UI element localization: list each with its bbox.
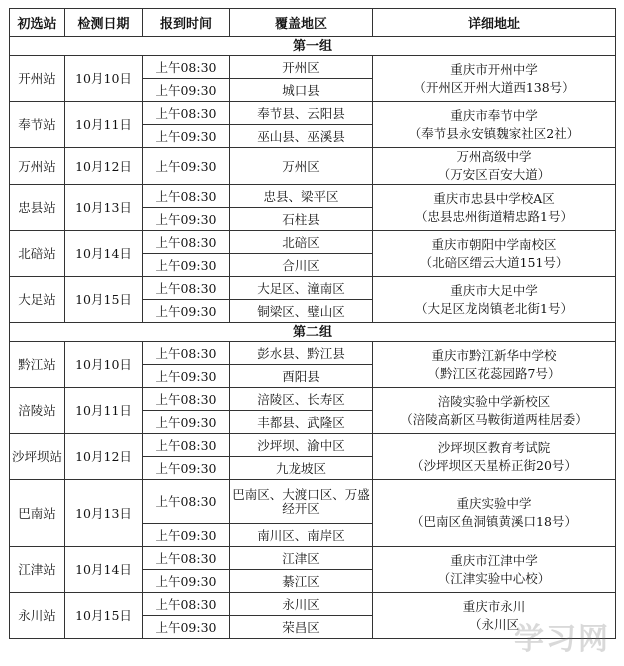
address-line: （江津实验中心校） [437,570,551,586]
address-line: 重庆市忠县中学校A区 [433,190,555,206]
table-row [10,593,616,616]
address-line: 沙坪坝区教育考试院 [437,439,551,455]
table-row [10,231,616,254]
watermark: 学习网 [514,622,610,657]
time-cell: 上午09:30 [143,524,230,547]
table-row [10,148,616,185]
address-line: 重庆市朝阳中学南校区 [431,236,557,252]
address-cell [373,342,616,388]
area-cell: 大足区、潼南区 [230,277,373,300]
table-row [10,342,616,365]
station-cell: 巴南站 [10,480,65,547]
area-cell: 永川区 [230,593,373,616]
address-cell [373,185,616,231]
address-line: （沙坪坝区天星桥正街20号） [411,457,577,473]
station-cell: 奉节站 [10,102,65,148]
station-cell: 大足站 [10,277,65,323]
station-cell: 涪陵站 [10,388,65,434]
group-2-row [10,323,616,342]
time-cell: 上午09:30 [143,616,230,639]
date-cell: 10月14日 [65,547,143,593]
time-cell: 上午08:30 [143,185,230,208]
date-cell: 10月13日 [65,480,143,547]
area-cell: 沙坪坝、渝中区 [230,434,373,457]
area-cell: 綦江区 [230,570,373,593]
time-cell: 上午08:30 [143,342,230,365]
header-station: 初选站 [10,9,65,37]
header-address: 详细地址 [373,9,616,37]
address-line: （忠县忠州街道精忠路1号） [415,208,573,224]
header-time: 报到时间 [143,9,230,37]
address-cell [373,480,616,547]
area-cell: 巴南区、大渡口区、万盛经开区 [230,480,373,524]
address-line: 万州高级中学 [456,149,532,164]
area-cell: 丰都县、武隆区 [230,411,373,434]
area-cell: 石柱县 [230,208,373,231]
station-cell: 北碚站 [10,231,65,277]
address-cell [373,277,616,323]
date-cell: 10月11日 [65,388,143,434]
table-row [10,277,616,300]
time-cell: 上午09:30 [143,570,230,593]
address-line: （万安区百安大道） [437,167,551,182]
date-cell: 10月15日 [65,277,143,323]
address-line: 涪陵实验中学新校区 [437,393,551,409]
station-cell: 万州站 [10,148,65,185]
time-cell: 上午08:30 [143,102,230,125]
table-row [10,547,616,570]
time-cell: 上午09:30 [143,457,230,480]
station-cell: 沙坪坝站 [10,434,65,480]
table-row [10,102,616,125]
area-cell: 奉节县、云阳县 [230,102,373,125]
date-cell: 10月11日 [65,102,143,148]
time-cell: 上午09:30 [143,79,230,102]
time-cell: 上午08:30 [143,231,230,254]
address-cell [373,547,616,593]
schedule-body [10,37,616,639]
area-cell: 荣昌区 [230,616,373,639]
address-cell [373,56,616,102]
address-cell [373,593,616,639]
area-cell: 北碚区 [230,231,373,254]
time-cell: 上午09:30 [143,300,230,323]
area-cell: 巫山县、巫溪县 [230,125,373,148]
time-cell: 上午08:30 [143,547,230,570]
header-area: 覆盖地区 [230,9,373,37]
time-cell: 上午09:30 [143,208,230,231]
address-line: （涪陵高新区马鞍街道两桂居委） [400,411,588,427]
area-cell: 铜梁区、璧山区 [230,300,373,323]
address-cell [373,148,616,185]
station-cell: 永川站 [10,593,65,639]
time-cell: 上午09:30 [143,254,230,277]
address-line: （永川区 [468,616,519,632]
address-line: 重庆市江津中学 [450,552,538,568]
group-1-row-title: 第一组 [10,37,616,56]
address-line: （开州区开州大道西138号） [413,79,575,95]
address-line: （大足区龙岗镇老北街1号） [415,300,573,316]
header-date: 检测日期 [65,9,143,37]
area-cell: 城口县 [230,79,373,102]
header-row [10,9,616,37]
time-cell: 上午08:30 [143,56,230,79]
address-line: 重庆市开州中学 [450,61,538,77]
address-cell [373,434,616,480]
station-cell: 开州站 [10,56,65,102]
time-cell: 上午09:30 [143,411,230,434]
station-cell: 忠县站 [10,185,65,231]
address-cell [373,231,616,277]
address-line: （北碚区缙云大道151号） [419,254,569,270]
schedule-table [9,8,616,639]
date-cell: 10月10日 [65,56,143,102]
area-cell: 酉阳县 [230,365,373,388]
table-row [10,388,616,411]
time-cell: 上午09:30 [143,125,230,148]
address-line: 重庆市奉节中学 [450,107,538,123]
table-row [10,480,616,524]
date-cell: 10月12日 [65,148,143,185]
date-cell: 10月14日 [65,231,143,277]
address-line: 重庆市黔江新华中学校 [431,347,557,363]
time-cell: 上午09:30 [143,148,230,185]
address-line: （巴南区鱼洞镇黄溪口18号） [411,514,577,529]
address-line: 重庆市永川 [462,598,526,614]
table-row [10,434,616,457]
time-cell: 上午08:30 [143,434,230,457]
station-cell: 江津站 [10,547,65,593]
area-cell: 九龙坡区 [230,457,373,480]
area-cell: 万州区 [230,148,373,185]
area-cell: 开州区 [230,56,373,79]
address-cell [373,388,616,434]
address-line: 重庆市大足中学 [450,282,538,298]
area-cell: 彭水县、黔江县 [230,342,373,365]
area-cell: 南川区、南岸区 [230,524,373,547]
area-cell: 涪陵区、长寿区 [230,388,373,411]
address-line: 重庆实验中学 [456,496,532,511]
address-line: （奉节县永安镇魏家社区2社） [408,125,580,141]
time-cell: 上午08:30 [143,277,230,300]
group-2-row-title: 第二组 [10,323,616,342]
date-cell: 10月15日 [65,593,143,639]
address-line: （黔江区花蕊园路7号） [427,365,561,381]
address-cell [373,102,616,148]
time-cell: 上午08:30 [143,388,230,411]
time-cell: 上午08:30 [143,593,230,616]
table-row [10,56,616,79]
date-cell: 10月13日 [65,185,143,231]
time-cell: 上午09:30 [143,365,230,388]
area-cell: 江津区 [230,547,373,570]
station-cell: 黔江站 [10,342,65,388]
area-cell: 忠县、梁平区 [230,185,373,208]
date-cell: 10月10日 [65,342,143,388]
table-row [10,185,616,208]
group-1-row [10,37,616,56]
area-cell: 合川区 [230,254,373,277]
date-cell: 10月12日 [65,434,143,480]
time-cell: 上午08:30 [143,480,230,524]
